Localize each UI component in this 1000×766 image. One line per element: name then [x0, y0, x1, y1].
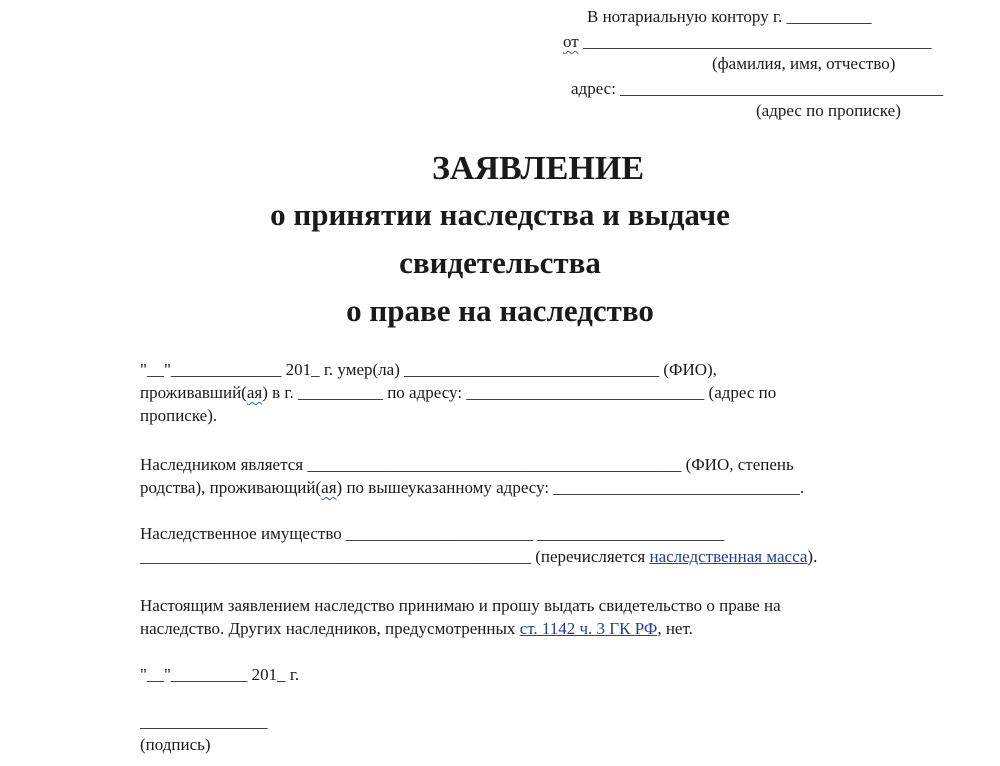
date-line: "__"_________ 201_ г.	[140, 665, 300, 684]
paragraph-property-line2-pre: ______________________________________________ (перечисляется	[140, 547, 650, 566]
inheritance-mass-link[interactable]: наследственная масса	[649, 547, 808, 566]
signature-line: _______________	[140, 712, 268, 731]
header-address-caption: (адрес по прописке)	[756, 101, 901, 120]
paragraph-heir-line2-pre: родства), проживающий(	[140, 478, 322, 497]
paragraph-accept-line2	[140, 619, 693, 639]
paragraph-heir-line2-wavy: ая	[321, 478, 337, 497]
paragraph-heir-line1: Наследником является ____________________________________________ (ФИО, степень	[140, 455, 794, 474]
paragraph-death-line2	[140, 383, 776, 403]
header-from-label: от	[563, 32, 579, 51]
document-title: ЗАЯВЛЕНИЕ	[431, 150, 645, 187]
header-from-blank: _________________________________________	[578, 32, 932, 51]
document-subtitle-line3: о праве на наследство	[346, 293, 654, 328]
paragraph-death-line1: "__"_____________ 201_ г. умер(ла) ______________________________ (ФИО),	[140, 360, 717, 379]
paragraph-property-line1: Наследственное имущество ______________________ ______________________	[140, 524, 725, 543]
paragraph-property-line2	[140, 547, 817, 567]
paragraph-death-line2-wavy: ая	[246, 383, 263, 402]
signature-label: (подпись)	[140, 735, 211, 754]
header-fio-caption: (фамилия, имя, отчество)	[712, 54, 896, 73]
paragraph-accept-line2-pre: наследство. Других наследников, предусмотренных	[140, 619, 520, 638]
paragraph-death-line3: прописке).	[140, 406, 218, 425]
paragraph-death-line2-pre: проживавший(	[140, 383, 247, 402]
paragraph-heir-line2	[140, 478, 804, 498]
document-subtitle-line1: о принятии наследства и выдаче	[270, 197, 730, 232]
civil-code-article-link[interactable]: ст. 1142 ч. 3 ГК РФ	[519, 619, 658, 638]
header-from-line	[563, 32, 931, 52]
document-subtitle-line2: свидетельства	[399, 245, 601, 280]
paragraph-property-line2-post: ).	[807, 547, 818, 566]
header-notary-office: В нотариальную контору г. __________	[587, 7, 872, 26]
header-address-line: адрес: ______________________________________	[571, 79, 944, 98]
paragraph-death-line2-post: ) в г. __________ по адресу: ____________________________ (адрес по	[262, 383, 777, 402]
paragraph-heir-line2-post: ) по вышеуказанному адресу: _____________________________.	[336, 478, 805, 497]
paragraph-accept-line1: Настоящим заявлением наследство принимаю и прошу выдать свидетельство о праве на	[140, 596, 781, 615]
paragraph-accept-line2-post: , нет.	[657, 619, 693, 638]
